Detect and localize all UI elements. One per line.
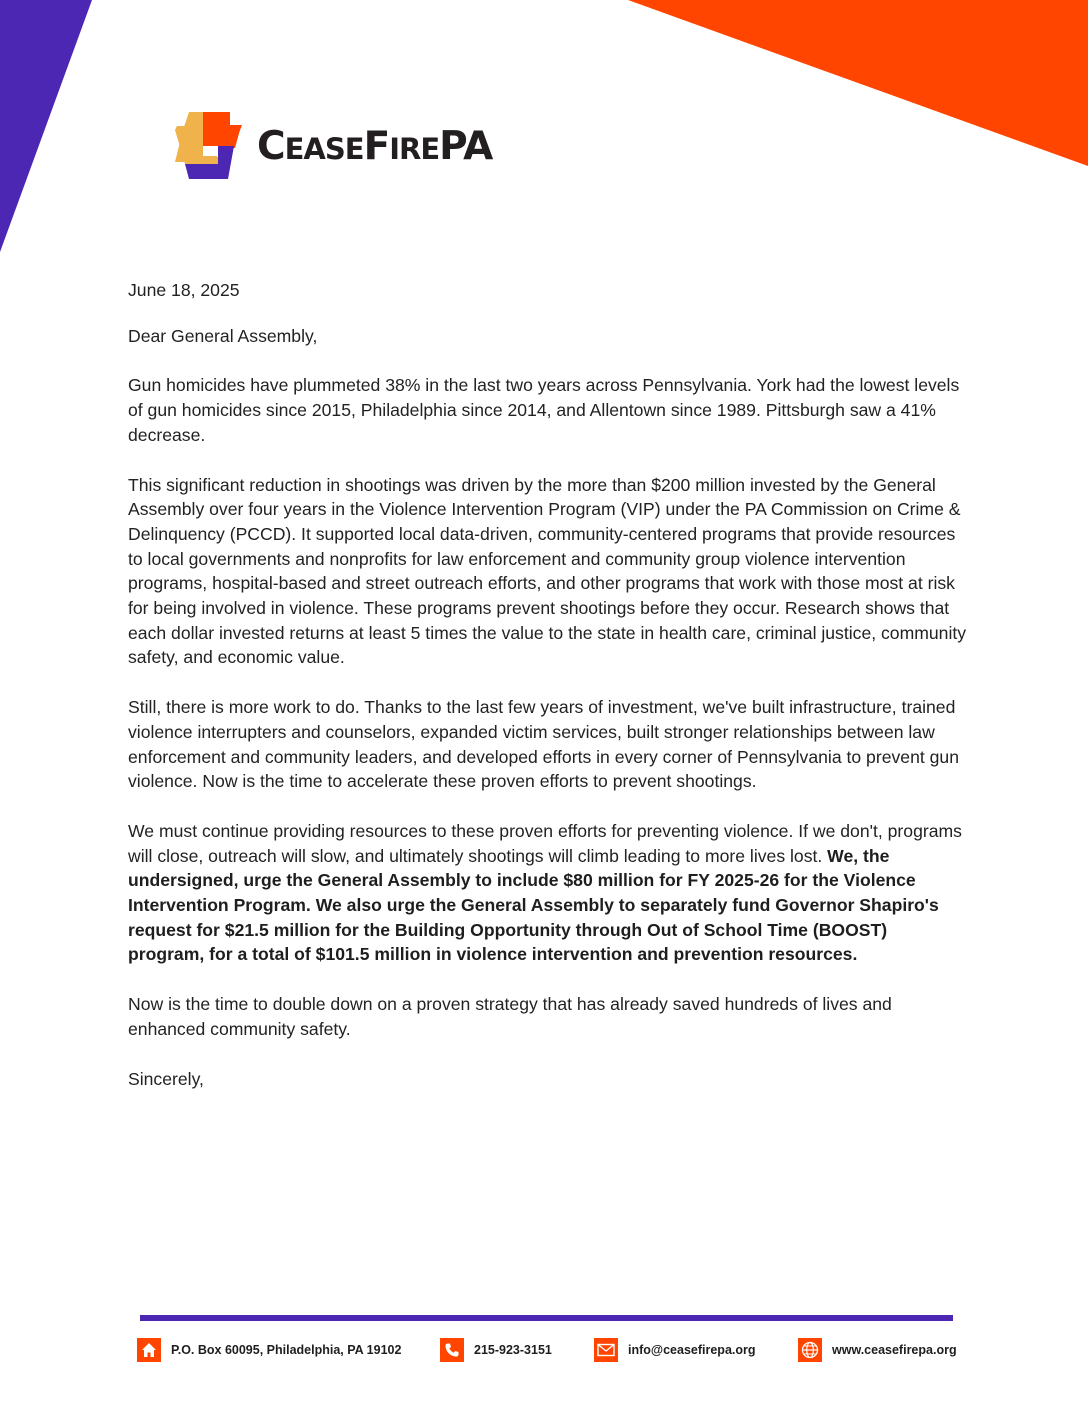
footer-address-text: P.O. Box 60095, Philadelphia, PA 19102 xyxy=(171,1342,402,1357)
letter-date: June 18, 2025 xyxy=(128,280,240,300)
globe-icon xyxy=(798,1338,822,1362)
footer-website[interactable] xyxy=(798,1337,957,1362)
footer-email-text: info@ceasefirepa.org xyxy=(628,1342,756,1357)
footer-divider xyxy=(140,1315,953,1321)
logo-wordmark xyxy=(257,123,493,169)
letter-salutation: Dear General Assembly, xyxy=(128,325,318,346)
wordmark-part: EASE xyxy=(284,131,364,166)
wordmark-part: IRE xyxy=(389,131,440,166)
letter-body xyxy=(128,278,968,1116)
footer-phone-text: 215-923-3151 xyxy=(474,1342,552,1357)
wordmark-part: PA xyxy=(439,123,493,169)
footer-email[interactable] xyxy=(594,1337,756,1362)
orange-corner-triangle xyxy=(628,0,1088,166)
corner-decorations xyxy=(0,0,1088,260)
paragraph-funding-request xyxy=(128,819,968,967)
purple-corner-triangle xyxy=(0,0,92,252)
footer-website-text: www.ceasefirepa.org xyxy=(832,1342,957,1357)
footer-phone[interactable] xyxy=(440,1337,552,1362)
footer-contact-bar xyxy=(137,1337,957,1363)
paragraph-more-work: Still, there is more work to do. Thanks to the last few years of investment, we've built infrastructure, trained violence interrupters and counselors, expanded victim services, built stronger relationships between law enforcement and community leaders, and developed efforts in every corner of Pennsylvania to prevent gun violence. Now is the time to accelerate these proven efforts to prevent shootings. xyxy=(128,697,959,792)
wordmark-part: F xyxy=(363,123,390,169)
footer-address xyxy=(137,1337,401,1362)
funding-request-bold: We, the undersigned, urge the General Assembly to include $80 million for FY 2025-26 for the Violence Intervention Program. We also urge the General Assembly to separately fund Governor Shapiro's request for $21.5 million for the Building Opportunity through Out of School Time (BOOST) program, for a total of $101.5 million in violence intervention and prevention resources. xyxy=(128,845,939,965)
home-icon xyxy=(137,1338,161,1362)
ceasefirepa-logo xyxy=(175,111,492,181)
letter-signoff: Sincerely, xyxy=(128,1068,204,1089)
wordmark-part: C xyxy=(257,123,285,169)
phone-icon xyxy=(440,1338,464,1362)
keystone-logo-icon xyxy=(175,112,243,180)
paragraph-closing: Now is the time to double down on a proven strategy that has already saved hundreds of lives and enhanced community safety. xyxy=(128,994,892,1039)
paragraph-vip-investment: This significant reduction in shootings was driven by the more than $200 million invested by the General Assembly over four years in the Violence Intervention Program (VIP) under the PA Commission on Crime & Delinquency (PCCD). It supported local data-driven, community-centered programs that provide resources to local governments and nonprofits for law enforcement and community group violence intervention programs, hospital-based and street outreach efforts, and other programs that work with those most at risk for being involved in violence. These programs prevent shootings before they occur. Research shows that each dollar invested returns at least 5 times the value to the state in health care, criminal justice, community safety, and economic value. xyxy=(128,474,967,668)
email-icon xyxy=(594,1338,618,1362)
funding-request-plain: We must continue providing resources to these proven efforts for preventing violence. If we don't, programs will close, outreach will slow, and ultimately shootings will climb leading to more lives lost. xyxy=(128,820,962,866)
paragraph-statistics: Gun homicides have plummeted 38% in the last two years across Pennsylvania. York had the lowest levels of gun homicides since 2015, Philadelphia since 2014, and Allentown since 1989. Pittsburgh saw a 41% decrease. xyxy=(128,375,960,445)
